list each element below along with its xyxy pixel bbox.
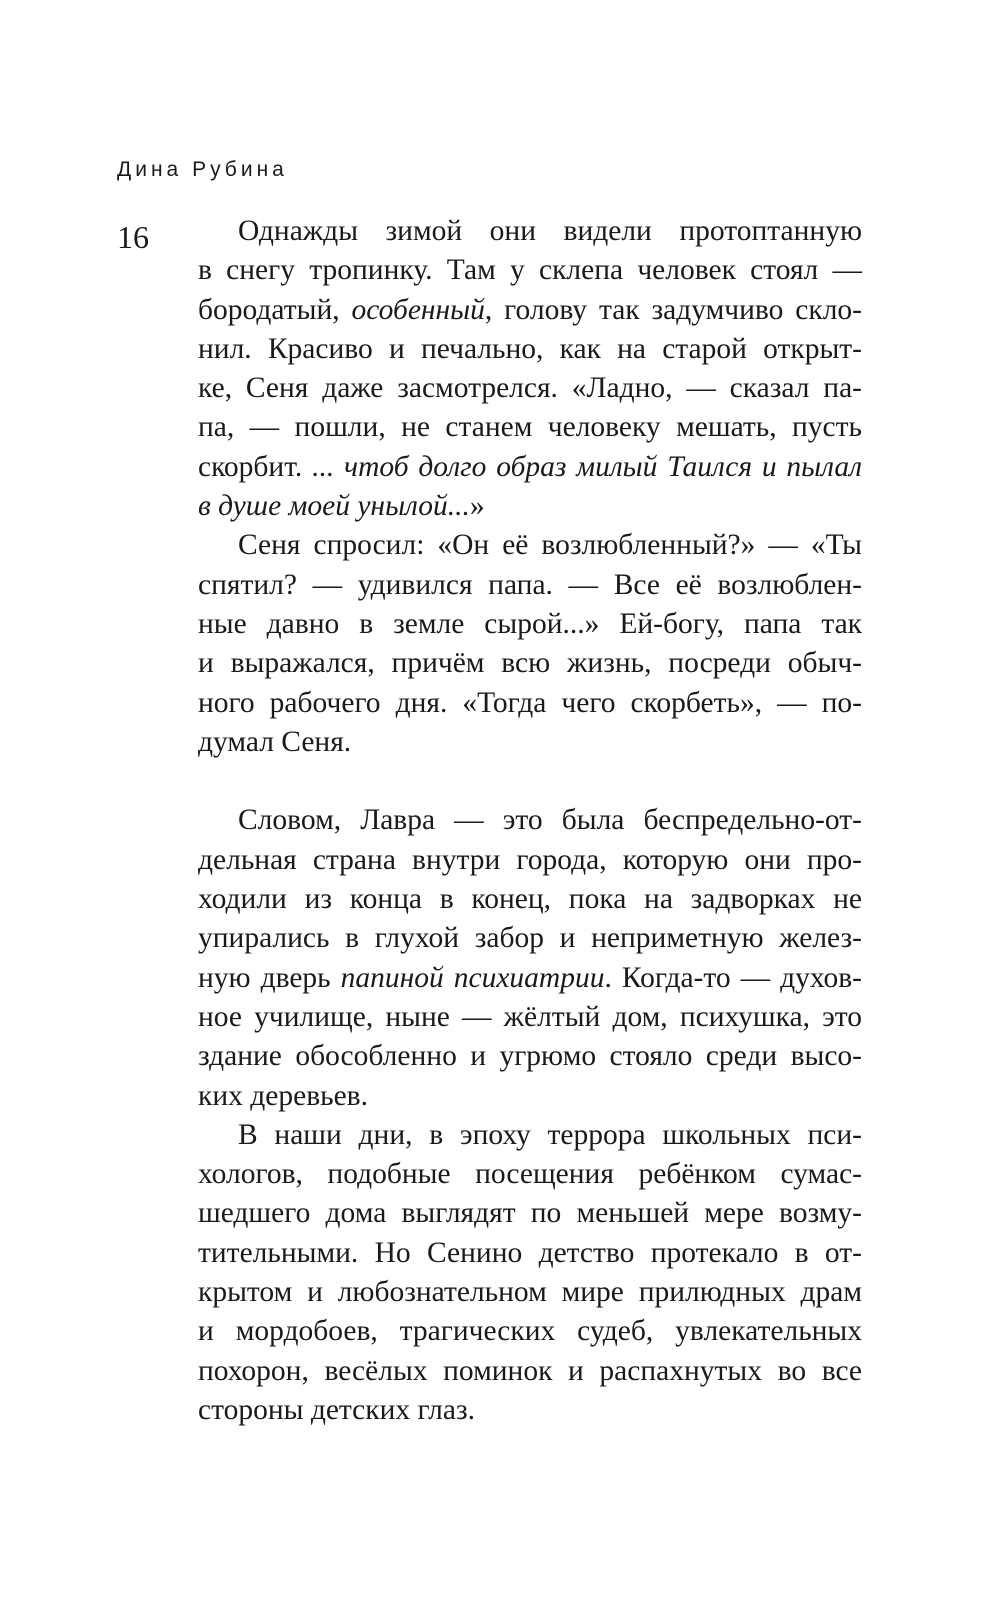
italic-span: в душе моей унылой... — [198, 490, 470, 523]
section-break — [198, 762, 862, 801]
text-line — [198, 291, 862, 330]
text-line: ке, Сеня даже засмотрелся. «Ладно, — сказал па- — [198, 372, 862, 405]
text-span: бородатый, — [198, 293, 352, 326]
text-line: ких деревьев. — [198, 1079, 368, 1112]
body-text — [198, 212, 862, 1430]
text-line: ное училище, ныне — жёлтый дом, психушка, это — [198, 1000, 862, 1033]
text-line: Сеня спросил: «Он её возлюбленный?» — «Ты — [238, 529, 862, 562]
text-line: дельная страна внутри города, которую они про- — [198, 843, 862, 876]
paragraph-3 — [198, 801, 862, 1115]
paragraph-4 — [198, 1116, 862, 1430]
text-span: скорбит. — [198, 450, 313, 483]
italic-span: особенный — [351, 293, 485, 326]
text-line — [198, 487, 862, 526]
text-span: ную дверь — [198, 961, 341, 994]
text-line: нил. Красиво и печально, как на старой открыт- — [198, 332, 862, 365]
text-line: упирались в глухой забор и неприметную желез- — [198, 922, 862, 955]
page-number: 16 — [117, 219, 149, 255]
text-line: Словом, Лавра — это была беспредельно-от- — [238, 804, 862, 837]
text-line — [198, 959, 862, 998]
running-head-author: Дина Рубина — [117, 158, 288, 181]
italic-span: ... чтоб долго образ милый Таился и пылал — [312, 450, 862, 483]
text-line: похорон, весёлых поминок и распахнутых во все — [198, 1354, 862, 1387]
text-line: В наши дни, в эпоху террора школьных пси- — [238, 1118, 862, 1151]
text-line: здание обособленно и угрюмо стояло среди высо- — [198, 1040, 862, 1073]
paragraph-2 — [198, 526, 862, 762]
text-span: , голову так задумчиво скло- — [484, 293, 862, 326]
text-span: » — [469, 490, 485, 523]
text-line: и выражался, причём всю жизнь, посреди обыч- — [198, 647, 862, 680]
text-line: хологов, подобные посещения ребёнком сумас- — [198, 1158, 862, 1191]
text-line: в снегу тропинку. Там у склепа человек стоял — — [198, 254, 862, 287]
text-line: крытом и любознательном мире прилюдных драм — [198, 1276, 862, 1309]
text-line: па, — пошли, не станем человеку мешать, пусть — [198, 411, 862, 444]
text-line: спятил? — удивился папа. — Все её возлюблен- — [198, 568, 862, 601]
text-line: и мордобоев, трагических судеб, увлекательных — [198, 1315, 862, 1348]
text-span: . Когда-то — духов- — [604, 961, 862, 994]
text-line: думал Сеня. — [198, 725, 352, 758]
italic-span: папиной психиатрии — [340, 961, 605, 994]
text-line: шедшего дома выглядят по меньшей мере возму- — [198, 1197, 862, 1230]
text-line: Однажды зимой они видели протоптанную — [238, 215, 862, 247]
text-line: стороны детских глаз. — [198, 1393, 475, 1426]
text-line: ные давно в земле сырой...» Ей-богу, папа так — [198, 607, 862, 640]
text-line: ного рабочего дня. «Тогда чего скорбеть», — по- — [198, 686, 862, 719]
text-line — [198, 448, 862, 487]
paragraph-1 — [198, 212, 862, 526]
text-line: тительными. Но Сенино детство протекало в от- — [198, 1236, 862, 1269]
text-line: ходили из конца в конец, пока на задворках не — [198, 883, 862, 916]
